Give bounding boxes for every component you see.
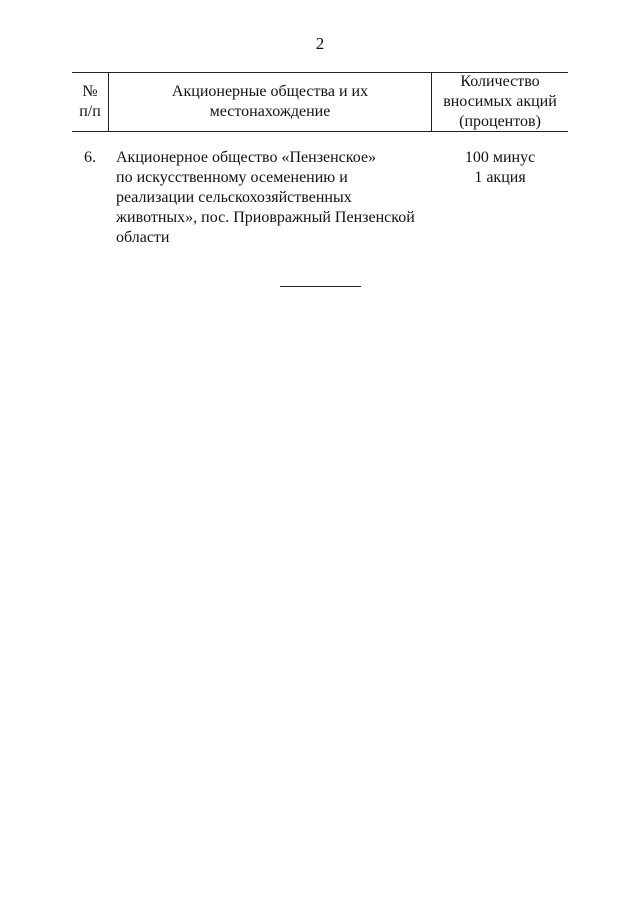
table-header: [72, 72, 568, 132]
header-quantity-column: [432, 73, 568, 131]
header-company-label: местонахождение: [209, 103, 331, 120]
company-name-line: животных», пос. Приовражный Пензенской: [116, 209, 415, 226]
header-company-label: Акционерные общества и их: [171, 83, 369, 100]
page-number: 2: [315, 34, 325, 53]
share-quantity-line: 1 акция: [474, 169, 526, 186]
table-row: [72, 132, 568, 252]
row-share-quantity: [432, 148, 568, 188]
company-name-line: реализации сельскохозяйственных: [116, 189, 352, 206]
company-name-line: области: [116, 229, 170, 246]
row-company-name: [116, 148, 426, 248]
header-number-label: п/п: [79, 103, 101, 120]
header-quantity-label: вносимых акций: [443, 93, 557, 110]
company-name-line: Акционерное общество «Пензенское»: [116, 149, 377, 166]
share-quantity-line: 100 минус: [464, 149, 536, 166]
header-quantity-label: (процентов): [459, 113, 541, 130]
header-number-label: №: [82, 83, 98, 100]
header-number-column: [72, 73, 108, 131]
row-number: 6.: [84, 149, 96, 166]
header-quantity-label: Количество: [460, 73, 540, 90]
closing-divider: [280, 286, 361, 287]
header-company-column: [109, 73, 431, 131]
company-name-line: по искусственному осеменению и: [116, 169, 348, 186]
shares-table: [72, 72, 568, 252]
